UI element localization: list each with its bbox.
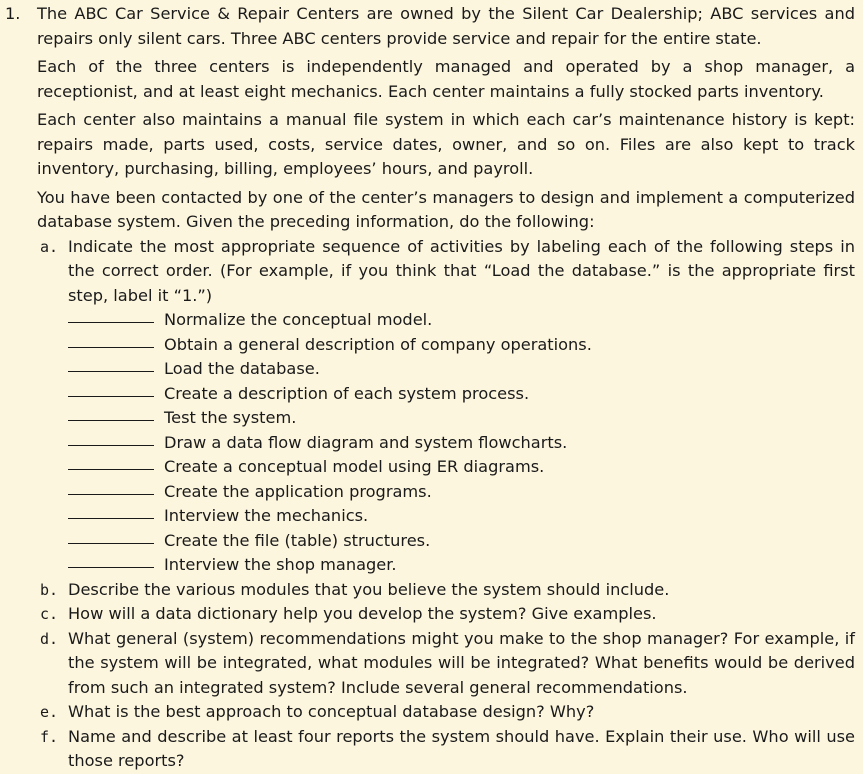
step-item — [68, 333, 855, 358]
part-letter: c. — [40, 605, 59, 623]
intro-paragraph-3: Each center also maintains a manual file system in which each car’s maintenance history is kept: repairs made, parts used, costs, service dates, owner, and so on. Files are also kept to track inventory, purchasing, billing, employees’ hours, and payroll. — [37, 110, 855, 178]
part-e — [37, 700, 855, 725]
step-item — [68, 382, 855, 407]
step-label: Create the application programs. — [164, 481, 432, 501]
step-label: Obtain a general description of company operations. — [164, 334, 592, 354]
part-letter: d. — [40, 629, 59, 648]
step-item — [68, 455, 855, 480]
part-letter: e. — [40, 703, 59, 721]
part-e-text: What is the best approach to conceptual database design? Why? — [68, 702, 595, 721]
textbook-page — [0, 2, 863, 774]
part-b — [37, 578, 855, 603]
part-letter: a. — [40, 237, 59, 256]
answer-blank[interactable] — [68, 455, 154, 470]
answer-blank[interactable] — [68, 333, 154, 348]
part-b-text: Describe the various modules that you believe the system should include. — [68, 579, 670, 599]
part-a-text: Indicate the most appropriate sequence of activities by labeling each of the following steps in the correct order. (For example, if you think that “Load the database.” is the appropriate first step, label it “1.”) — [68, 236, 855, 305]
step-item — [68, 553, 855, 578]
step-item — [68, 308, 855, 333]
problem-1 — [0, 2, 863, 774]
answer-blank[interactable] — [68, 553, 154, 568]
part-c — [37, 602, 855, 627]
step-label: Interview the mechanics. — [164, 506, 369, 525]
intro-paragraph-4: You have been contacted by one of the center’s managers to design and implement a computerized database system. Given the preceding information, do the following: — [37, 187, 855, 231]
step-item — [68, 406, 855, 431]
step-label: Normalize the conceptual model. — [164, 310, 433, 329]
question-parts — [37, 235, 855, 774]
answer-blank[interactable] — [68, 480, 154, 495]
part-f — [37, 725, 855, 774]
step-label: Interview the shop manager. — [164, 555, 397, 574]
step-label: Draw a data flow diagram and system flowcharts. — [164, 432, 568, 452]
part-a — [37, 235, 855, 578]
answer-blank[interactable] — [68, 406, 154, 421]
part-f-text: Name and describe at least four reports the system should have. Explain their use. Who will use those reports? — [68, 726, 855, 770]
intro-paragraph-1: The ABC Car Service & Repair Centers are owned by the Silent Car Dealership; ABC services and repairs only silent cars. Three ABC centers provide service and repair for the entire state. — [37, 4, 855, 48]
part-c-text: How will a data dictionary help you develop the system? Give examples. — [68, 604, 657, 623]
answer-blank[interactable] — [68, 504, 154, 519]
answer-blank[interactable] — [68, 308, 154, 323]
answer-blank[interactable] — [68, 382, 154, 397]
problem-number: 1. — [5, 4, 21, 23]
step-item — [68, 431, 855, 456]
step-item — [68, 357, 855, 382]
step-label: Create the file (table) structures. — [164, 530, 431, 550]
step-label: Create a conceptual model using ER diagrams. — [164, 457, 545, 476]
answer-blank[interactable] — [68, 529, 154, 544]
step-label: Load the database. — [164, 359, 320, 378]
step-item — [68, 480, 855, 505]
step-label: Test the system. — [164, 408, 297, 427]
part-d-text: What general (system) recommendations might you make to the shop manager? For example, if the system will be integrated, what modules will be integrated? What benefits would be derived from such an integrated system? Include several general recommendations. — [68, 628, 855, 697]
answer-blank[interactable] — [68, 431, 154, 446]
part-letter: f. — [40, 727, 59, 746]
answer-blank[interactable] — [68, 357, 154, 372]
intro-paragraph-2: Each of the three centers is independently managed and operated by a shop manager, a receptionist, and at least eight mechanics. Each center maintains a fully stocked parts inventory. — [37, 57, 855, 101]
step-item — [68, 529, 855, 554]
step-label: Create a description of each system process. — [164, 383, 530, 403]
step-list — [68, 308, 855, 578]
part-d — [37, 627, 855, 701]
part-letter: b. — [40, 580, 59, 599]
step-item — [68, 504, 855, 529]
